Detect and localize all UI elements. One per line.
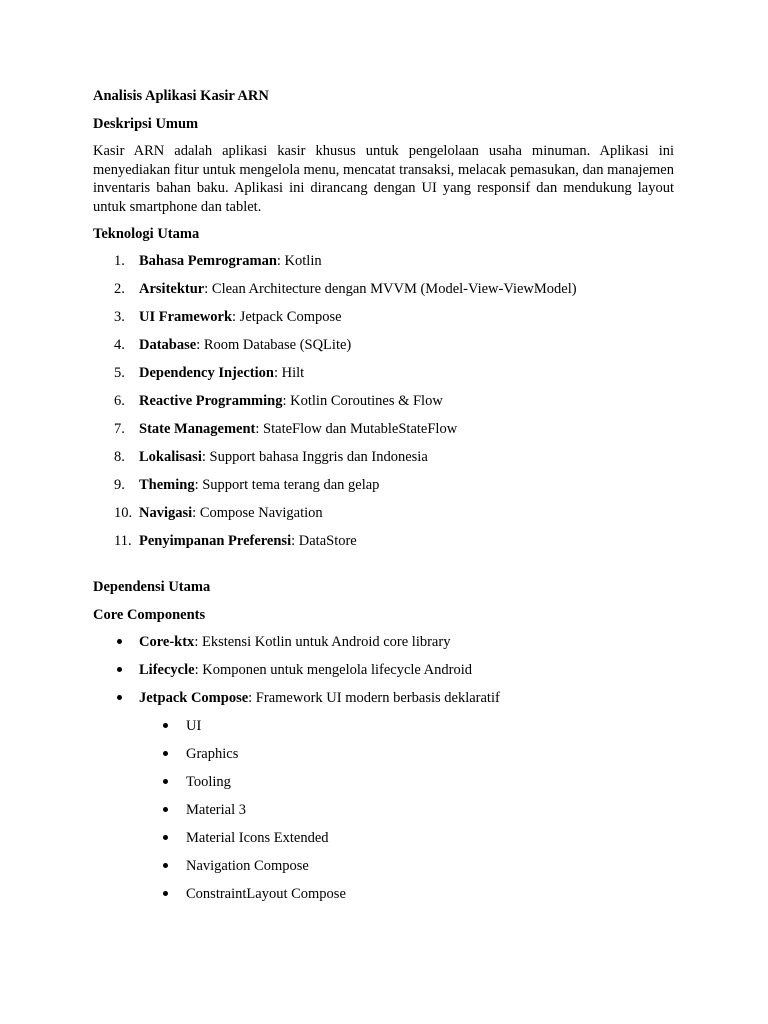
compose-sub-list xyxy=(93,716,674,912)
list-number: 2. xyxy=(114,281,125,297)
sub-list-item xyxy=(93,828,674,856)
item-label: State Management xyxy=(139,421,256,437)
list-item xyxy=(93,363,674,391)
description-heading: Deskripsi Umum xyxy=(93,116,199,132)
list-number: 7. xyxy=(114,421,125,437)
sub-item-text: Graphics xyxy=(186,746,239,762)
sub-list-item xyxy=(93,800,674,828)
item-label: Navigasi xyxy=(139,505,193,521)
list-item xyxy=(93,632,674,660)
list-item xyxy=(93,688,674,716)
list-item xyxy=(93,660,674,688)
item-value: : Jetpack Compose xyxy=(232,309,342,325)
list-item xyxy=(93,475,674,503)
sub-list-item xyxy=(93,772,674,800)
bullet-icon xyxy=(117,695,122,700)
sub-item-text: UI xyxy=(186,718,202,734)
sub-item-text: Tooling xyxy=(186,774,231,790)
item-label: Database xyxy=(139,337,197,353)
item-value: : StateFlow dan MutableStateFlow xyxy=(255,421,458,437)
dependencies-heading: Dependensi Utama xyxy=(93,579,211,595)
list-number: 3. xyxy=(114,309,125,325)
item-label: Bahasa Pemrograman xyxy=(139,253,277,269)
list-item xyxy=(93,391,674,419)
sub-item-text: Navigation Compose xyxy=(186,858,309,874)
sub-item-text: Material Icons Extended xyxy=(186,830,329,846)
bullet-icon xyxy=(117,667,122,672)
bullet-icon xyxy=(163,835,168,840)
item-value: : DataStore xyxy=(291,533,357,549)
sub-item-text: ConstraintLayout Compose xyxy=(186,886,346,902)
list-number: 11. xyxy=(114,533,132,549)
list-number: 9. xyxy=(114,477,125,493)
bullet-icon xyxy=(117,639,122,644)
list-number: 4. xyxy=(114,337,125,353)
bullet-icon xyxy=(163,891,168,896)
item-value: : Room Database (SQLite) xyxy=(196,337,352,353)
item-value: : Kotlin xyxy=(276,253,322,269)
list-item xyxy=(93,251,674,279)
sub-list-item xyxy=(93,744,674,772)
item-label: UI Framework xyxy=(139,309,233,325)
item-value: : Support tema terang dan gelap xyxy=(194,477,380,493)
bullet-icon xyxy=(163,723,168,728)
item-label: Theming xyxy=(139,477,195,493)
bullet-icon xyxy=(163,863,168,868)
item-value: : Compose Navigation xyxy=(192,505,323,521)
list-item xyxy=(93,307,674,335)
bullet-icon xyxy=(163,751,168,756)
item-label: Lokalisasi xyxy=(139,449,202,465)
document-title: Analisis Aplikasi Kasir ARN xyxy=(93,88,269,104)
tech-heading: Teknologi Utama xyxy=(93,226,200,242)
item-value: : Komponen untuk mengelola lifecycle Android xyxy=(194,662,473,678)
item-label: Core-ktx xyxy=(139,634,195,650)
item-label: Penyimpanan Preferensi xyxy=(139,533,292,549)
item-label: Arsitektur xyxy=(139,281,205,297)
list-number: 8. xyxy=(114,449,125,465)
item-value: : Hilt xyxy=(273,365,305,381)
item-value: : Support bahasa Inggris dan Indonesia xyxy=(201,449,428,465)
list-item xyxy=(93,279,674,307)
core-components-list xyxy=(93,632,674,716)
item-value: : Kotlin Coroutines & Flow xyxy=(282,393,443,409)
list-number: 6. xyxy=(114,393,125,409)
sub-item-text: Material 3 xyxy=(186,802,246,818)
list-item xyxy=(93,447,674,475)
item-value: : Clean Architecture dengan MVVM (Model-View-ViewModel) xyxy=(204,281,577,297)
list-number: 5. xyxy=(114,365,125,381)
tech-list xyxy=(93,251,674,559)
list-item xyxy=(93,419,674,447)
item-value: : Ekstensi Kotlin untuk Android core library xyxy=(194,634,451,650)
list-item xyxy=(93,531,674,559)
item-label: Reactive Programming xyxy=(139,393,283,409)
bullet-icon xyxy=(163,807,168,812)
list-number: 10. xyxy=(114,505,133,521)
description-paragraph: Kasir ARN adalah aplikasi kasir khusus untuk pengelolaan usaha minuman. Aplikasi ini menyediakan fitur untuk mengelola menu, mencatat transaksi, melacak pemasukan, dan manajemen inventaris bahan baku. Aplikasi ini dirancang dengan UI yang responsif dan mendukung layout untuk smartphone dan tablet. xyxy=(93,143,674,215)
sub-list-item xyxy=(93,856,674,884)
bullet-icon xyxy=(163,779,168,784)
item-label: Jetpack Compose xyxy=(139,690,249,706)
list-item xyxy=(93,335,674,363)
item-label: Lifecycle xyxy=(139,662,195,678)
list-item xyxy=(93,503,674,531)
sub-list-item xyxy=(93,884,674,912)
item-label: Dependency Injection xyxy=(139,365,274,381)
core-components-heading: Core Components xyxy=(93,607,206,623)
list-number: 1. xyxy=(114,253,125,269)
sub-list-item xyxy=(93,716,674,744)
item-value: : Framework UI modern berbasis deklaratif xyxy=(248,690,500,706)
